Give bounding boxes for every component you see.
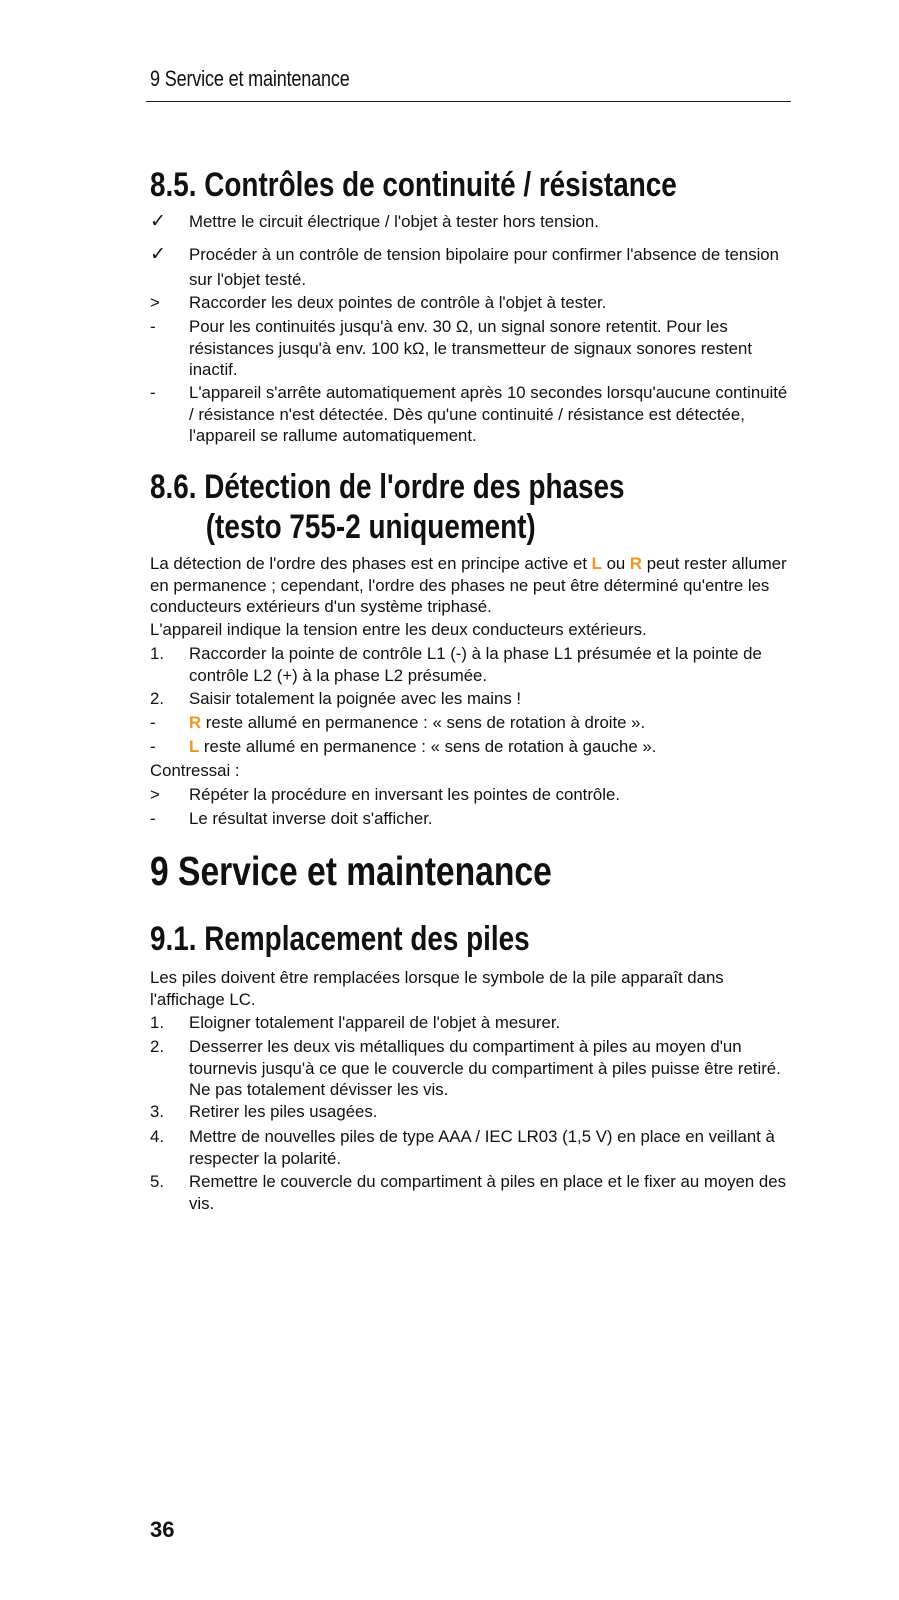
list-item-text <box>189 736 790 758</box>
list-item-text: Remettre le couvercle du compartiment à piles en place et le fixer au moyen des vis. <box>189 1172 786 1213</box>
list-marker: 1. <box>150 644 164 663</box>
section-8-6-intro <box>150 553 790 618</box>
led-r-label: R <box>189 713 202 732</box>
led-l-label: L <box>189 737 200 756</box>
section-9-1-intro: Les piles doivent être remplacées lorsque le symbole de la pile apparaît dans l'affichage LC. <box>150 968 724 1009</box>
list-item-text: Procéder à un contrôle de tension bipolaire pour confirmer l'absence de tension sur l'objet testé. <box>189 245 779 289</box>
list-marker: - <box>150 737 156 756</box>
led-r-label: R <box>629 554 643 573</box>
list-item <box>150 242 790 292</box>
list-item <box>150 736 790 758</box>
running-header: 9 Service et maintenance <box>150 66 350 91</box>
page-number: 36 <box>150 1517 175 1542</box>
list-item <box>150 784 790 806</box>
list-marker: 5. <box>150 1172 164 1191</box>
section-8-6-title-line1: 8.6. Détection de l'ordre des phases <box>150 468 625 506</box>
list-marker: 2. <box>150 1037 164 1056</box>
list-item-text: Retirer les piles usagées. <box>189 1102 378 1121</box>
list-item-text: Raccorder les deux pointes de contrôle à l'objet à tester. <box>189 293 607 312</box>
list-item <box>150 316 790 381</box>
list-item-text <box>189 712 790 734</box>
check-icon: ✓ <box>150 211 166 232</box>
list-marker: 1. <box>150 1013 164 1032</box>
section-8-6-title <box>150 467 625 547</box>
header-rule <box>146 101 791 102</box>
list-item <box>150 688 790 710</box>
list-item-text: L'appareil s'arrête automatiquement après 10 secondes lorsqu'aucune continuité / résistance n'est détectée. Dès qu'une continuité / résistance est détectée, l'appareil se rallume automatiquement. <box>189 383 788 445</box>
list-marker: - <box>150 809 156 828</box>
list-item-text: Mettre le circuit électrique / l'objet à tester hors tension. <box>189 212 599 231</box>
contressai-label: Contressai : <box>150 761 240 780</box>
list-marker: - <box>150 713 156 732</box>
item-text: reste allumé en permanence : « sens de rotation à gauche ». <box>199 737 657 756</box>
check-icon: ✓ <box>150 244 166 265</box>
list-item-text: Pour les continuités jusqu'à env. 30 Ω, un signal sonore retentit. Pour les résistances jusqu'à env. 100 kΩ, le transmetteur de signaux sonores restent inactif. <box>189 317 752 379</box>
chapter-9-title: 9 Service et maintenance <box>150 848 552 894</box>
list-item-text: Mettre de nouvelles piles de type AAA / IEC LR03 (1,5 V) en place en veillant à respecter la polarité. <box>189 1127 775 1168</box>
item-text: reste allumé en permanence : « sens de rotation à droite ». <box>201 713 646 732</box>
list-item <box>150 1036 790 1101</box>
list-marker: 3. <box>150 1102 164 1121</box>
intro-text: La détection de l'ordre des phases est en principe active et <box>150 554 592 573</box>
list-item-text: Raccorder la pointe de contrôle L1 (-) à la phase L1 présumée et la pointe de contrôle L2 (+) à la phase L2 présumée. <box>189 644 762 685</box>
list-item-text: Saisir totalement la poignée avec les mains ! <box>189 689 522 708</box>
list-item-text: Eloigner totalement l'appareil de l'objet à mesurer. <box>189 1013 561 1032</box>
list-item <box>150 643 790 686</box>
list-item <box>150 211 790 233</box>
section-8-6-title-line2: (testo 755-2 uniquement) <box>205 508 536 546</box>
list-item <box>150 1126 790 1169</box>
list-item <box>150 292 790 314</box>
list-item <box>150 1012 790 1034</box>
section-8-6-intro2: L'appareil indique la tension entre les deux conducteurs extérieurs. <box>150 620 647 639</box>
list-item-text: Répéter la procédure en inversant les pointes de contrôle. <box>189 785 620 804</box>
list-item-text: Desserrer les deux vis métalliques du compartiment à piles au moyen d'un tournevis jusqu'à ce que le couvercle du compartiment à piles puisse être retiré. Ne pas totalement dévisser les vis. <box>189 1037 781 1099</box>
list-item <box>150 1101 790 1123</box>
section-8-5-title: 8.5. Contrôles de continuité / résistance <box>150 166 677 204</box>
intro-text: ou <box>601 554 630 573</box>
led-l-label: L <box>591 554 602 573</box>
list-marker: > <box>150 785 160 804</box>
list-item <box>150 712 790 734</box>
list-item <box>150 808 790 830</box>
list-marker: - <box>150 317 156 336</box>
section-9-1-title: 9.1. Remplacement des piles <box>150 920 530 958</box>
list-item <box>150 382 790 447</box>
list-marker: > <box>150 293 160 312</box>
list-marker: 2. <box>150 689 164 708</box>
list-marker: - <box>150 383 156 402</box>
list-item-text: Le résultat inverse doit s'afficher. <box>189 809 433 828</box>
list-item <box>150 1171 790 1214</box>
intro-text: peut rester allumer en permanence ; cependant, l'ordre des phases ne peut être déterminé qu'entre les conducteurs extérieurs d'un système triphasé. <box>150 554 787 616</box>
list-marker: 4. <box>150 1127 164 1146</box>
